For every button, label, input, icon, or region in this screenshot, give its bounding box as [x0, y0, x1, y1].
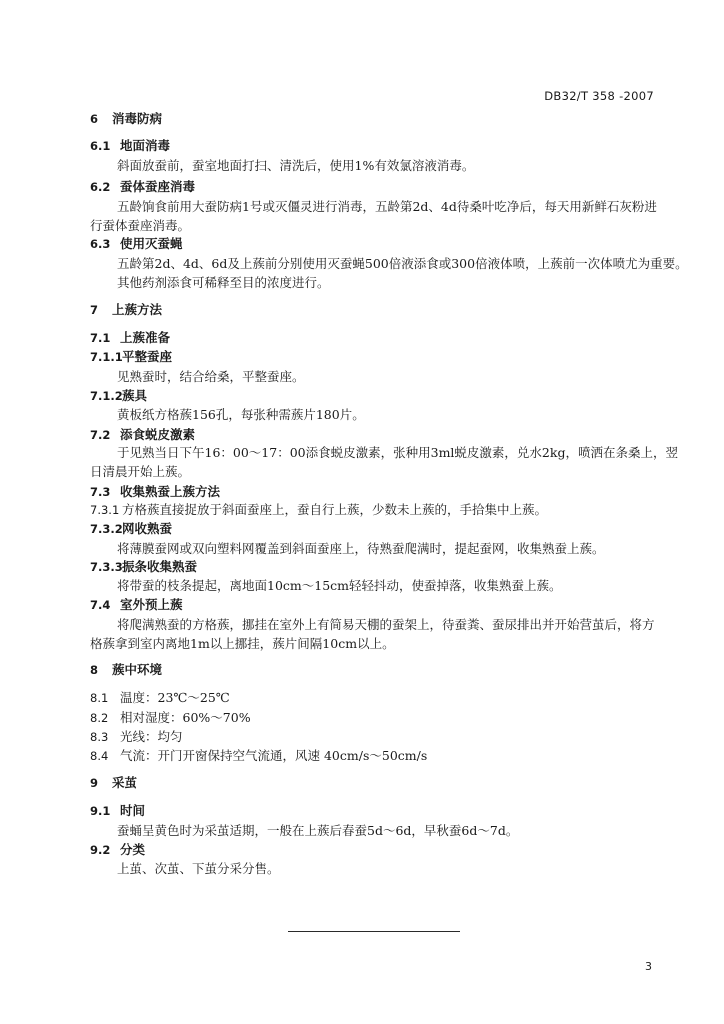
subsection-item-7-3-1: 7.3.1 方格蔟直接捉放于斜面蚕座上，蚕自行上蔟，少数未上蔟的，手拾集中上蔟。 [90, 502, 548, 517]
paragraph-line: 蚕蛹呈黄色时为采茧适期，一般在上蔟后春蚕5d～6d，早秋蚕6d～7d。 [117, 823, 519, 838]
environment-item-light: 8.3 光线：均匀 [90, 729, 183, 744]
paragraph-line: 见熟蚕时，结合给桑，平整蚕座。 [117, 369, 305, 384]
end-rule [288, 931, 460, 932]
paragraph-line: 黄板纸方格蔟156孔，每张种需蔟片180片。 [117, 407, 365, 422]
subsection-heading-7-4: 7.4 室外预上蔟 [90, 597, 183, 612]
section-heading-7: 7 上蔟方法 [90, 302, 163, 317]
paragraph-line: 将薄膜蚕网或双向塑料网覆盖到斜面蚕座上，待熟蚕爬满时，提起蚕网，收集熟蚕上蔟。 [117, 541, 605, 556]
subsection-heading-6-3: 6.3 使用灭蚕蝇 [90, 236, 183, 251]
subsection-heading-6-2: 6.2 蚕体蚕座消毒 [90, 179, 196, 194]
environment-item-airflow: 8.4 气流：开门开窗保持空气流通，风速 40cm/s～50cm/s [90, 748, 428, 763]
paragraph-line: 于见熟当日下午16：00～17：00添食蜕皮激素，张种用3ml蜕皮激素，兑水2kg，喷洒在条桑上，翌 [117, 445, 678, 460]
environment-item-temperature: 8.1 温度：23℃～25℃ [90, 690, 230, 705]
subsection-heading-7-2: 7.2 添食蜕皮激素 [90, 427, 196, 442]
page-number: 3 [645, 960, 652, 973]
section-heading-8: 8 蔟中环境 [90, 662, 163, 677]
subsection-heading-7-3-2: 7.3.2网收熟蚕 [90, 521, 173, 536]
standard-code: DB32/T 358 -2007 [544, 89, 654, 103]
paragraph-line: 格蔟拿到室内离地1m以上挪挂，蔟片间隔10cm以上。 [90, 636, 395, 651]
paragraph-line: 日清晨开始上蔟。 [90, 464, 191, 479]
subsection-heading-7-1-2: 7.1.2蔟具 [90, 388, 148, 403]
environment-item-humidity: 8.2 相对湿度：60%～70% [90, 710, 251, 725]
paragraph-line: 其他药剂添食可稀释至目的浓度进行。 [117, 275, 330, 290]
section-heading-9: 9 采茧 [90, 775, 138, 790]
subsection-heading-7-1: 7.1 上蔟准备 [90, 330, 171, 345]
paragraph-line: 将带蚕的枝条提起，离地面10cm～15cm轻轻抖动，使蚕掉落，收集熟蚕上蔟。 [117, 578, 562, 593]
paragraph-line: 上茧、次茧、下茧分采分售。 [117, 861, 280, 876]
paragraph-line: 将爬满熟蚕的方格蔟，挪挂在室外上有简易天棚的蚕架上，待蚕粪、蚕尿排出并开始营茧后，将方 [117, 617, 655, 632]
subsection-heading-7-3: 7.3 收集熟蚕上蔟方法 [90, 484, 221, 499]
paragraph-line: 行蚕体蚕座消毒。 [90, 218, 191, 233]
subsection-heading-9-2: 9.2 分类 [90, 842, 146, 857]
subsection-heading-7-3-3: 7.3.3振条收集熟蚕 [90, 559, 198, 574]
paragraph-line: 五龄第2d、4d、6d及上蔟前分别使用灭蚕蝇500倍液添食或300倍液体喷，上蔟前一次体喷尤为重要。 [117, 256, 688, 271]
subsection-heading-6-1: 6.1 地面消毒 [90, 138, 171, 153]
paragraph-line: 斜面放蚕前，蚕室地面打扫、清洗后，使用1%有效氯溶液消毒。 [117, 158, 475, 173]
section-heading-6: 6 消毒防病 [90, 111, 163, 126]
subsection-heading-9-1: 9.1 时间 [90, 803, 146, 818]
subsection-heading-7-1-1: 7.1.1平整蚕座 [90, 349, 173, 364]
paragraph-line: 五龄饷食前用大蚕防病1号或灭僵灵进行消毒，五龄第2d、4d待桑叶吃净后，每天用新鲜石灰粉进 [117, 199, 657, 214]
